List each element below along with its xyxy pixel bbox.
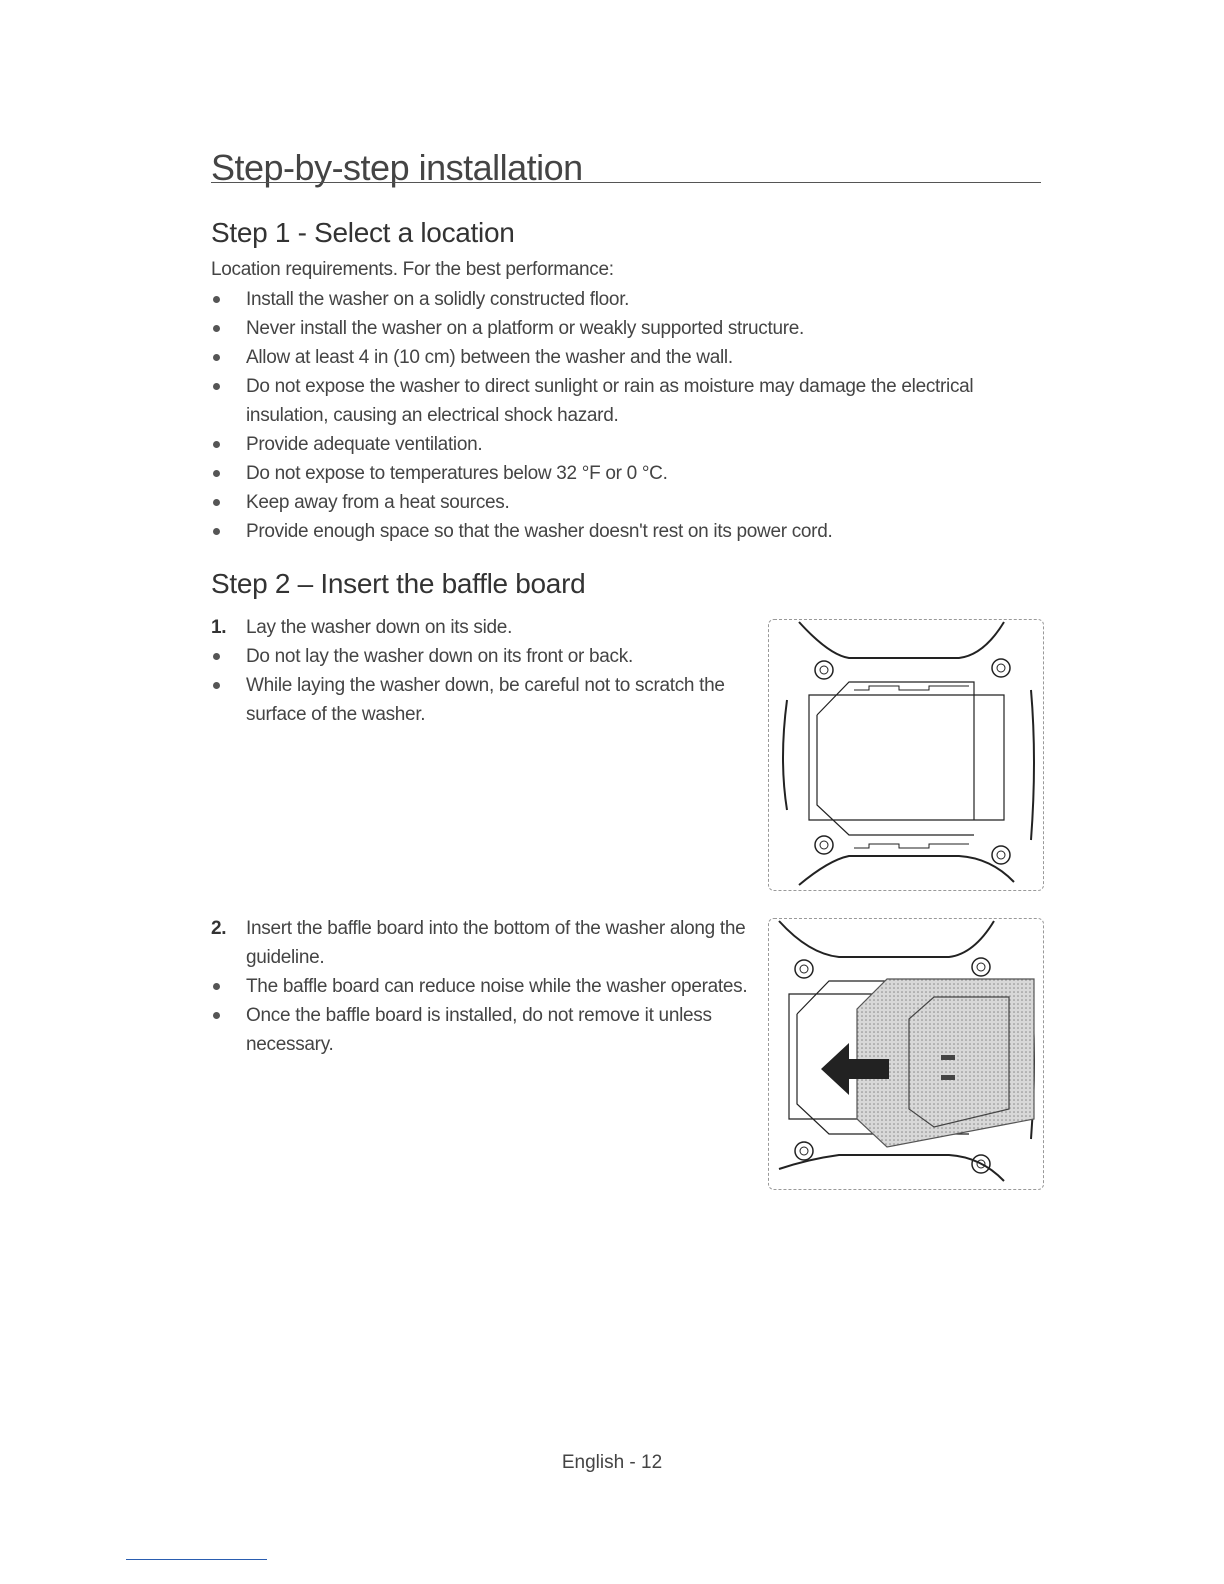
bullet-icon <box>213 470 220 477</box>
bullet-icon <box>213 983 220 990</box>
step-item: 2. Insert the baffle board into the bottom of the washer along the <box>211 914 747 943</box>
step2-item1-list <box>211 613 725 729</box>
step-number: 2. <box>211 918 227 939</box>
list-item: Do not lay the washer down on its front or back. <box>211 642 725 671</box>
step-item: 1. Lay the washer down on its side. <box>211 613 725 642</box>
bullet-icon <box>213 682 220 689</box>
list-item: While laying the washer down, be careful not to scratch the <box>211 671 725 700</box>
bullet-icon <box>213 441 220 448</box>
baffle-board-illustration <box>768 918 1044 1190</box>
list-item-continuation: insulation, causing an electrical shock hazard. <box>246 405 619 426</box>
step2-item2-list <box>211 914 747 1059</box>
step1-bullet-list <box>211 285 973 546</box>
list-item-continuation: necessary. <box>246 1034 334 1055</box>
bullet-icon <box>213 354 220 361</box>
bullet-icon <box>213 653 220 660</box>
bullet-icon <box>213 1012 220 1019</box>
step1-intro: Location requirements. For the best performance: <box>211 259 614 280</box>
list-item-continuation: surface of the washer. <box>246 704 426 725</box>
list-item: Do not expose the washer to direct sunlight or rain as moisture may damage the electrical <box>211 372 973 401</box>
step-number: 1. <box>211 617 227 638</box>
title-rule <box>211 182 1041 183</box>
bullet-icon <box>213 528 220 535</box>
list-item: Allow at least 4 in (10 cm) between the washer and the wall. <box>211 343 973 372</box>
step1-heading: Step 1 - Select a location <box>211 217 515 248</box>
list-item: Keep away from a heat sources. <box>211 488 973 517</box>
baffle-board-insert-icon <box>769 919 1043 1189</box>
list-item: Do not expose to temperatures below 32 °F or 0 °C. <box>211 459 973 488</box>
footer-rule <box>126 1559 267 1560</box>
page-title: Step-by-step installation <box>211 147 583 188</box>
page-footer: English - 12 <box>561 1452 663 1473</box>
list-item: Provide enough space so that the washer doesn't rest on its power cord. <box>211 517 973 546</box>
step2-heading: Step 2 – Insert the baffle board <box>211 568 586 599</box>
step-item-continuation: guideline. <box>246 947 325 968</box>
list-item: Provide adequate ventilation. <box>211 430 973 459</box>
bullet-icon <box>213 296 220 303</box>
bullet-icon <box>213 383 220 390</box>
list-item: Never install the washer on a platform or weakly supported structure. <box>211 314 973 343</box>
bullet-icon <box>213 499 220 506</box>
list-item: The baffle board can reduce noise while the washer operates. <box>211 972 747 1001</box>
bullet-icon <box>213 325 220 332</box>
list-item: Install the washer on a solidly constructed floor. <box>211 285 973 314</box>
washer-bottom-illustration <box>768 619 1044 891</box>
list-item: Once the baffle board is installed, do not remove it unless <box>211 1001 747 1030</box>
washer-bottom-icon <box>769 620 1043 890</box>
